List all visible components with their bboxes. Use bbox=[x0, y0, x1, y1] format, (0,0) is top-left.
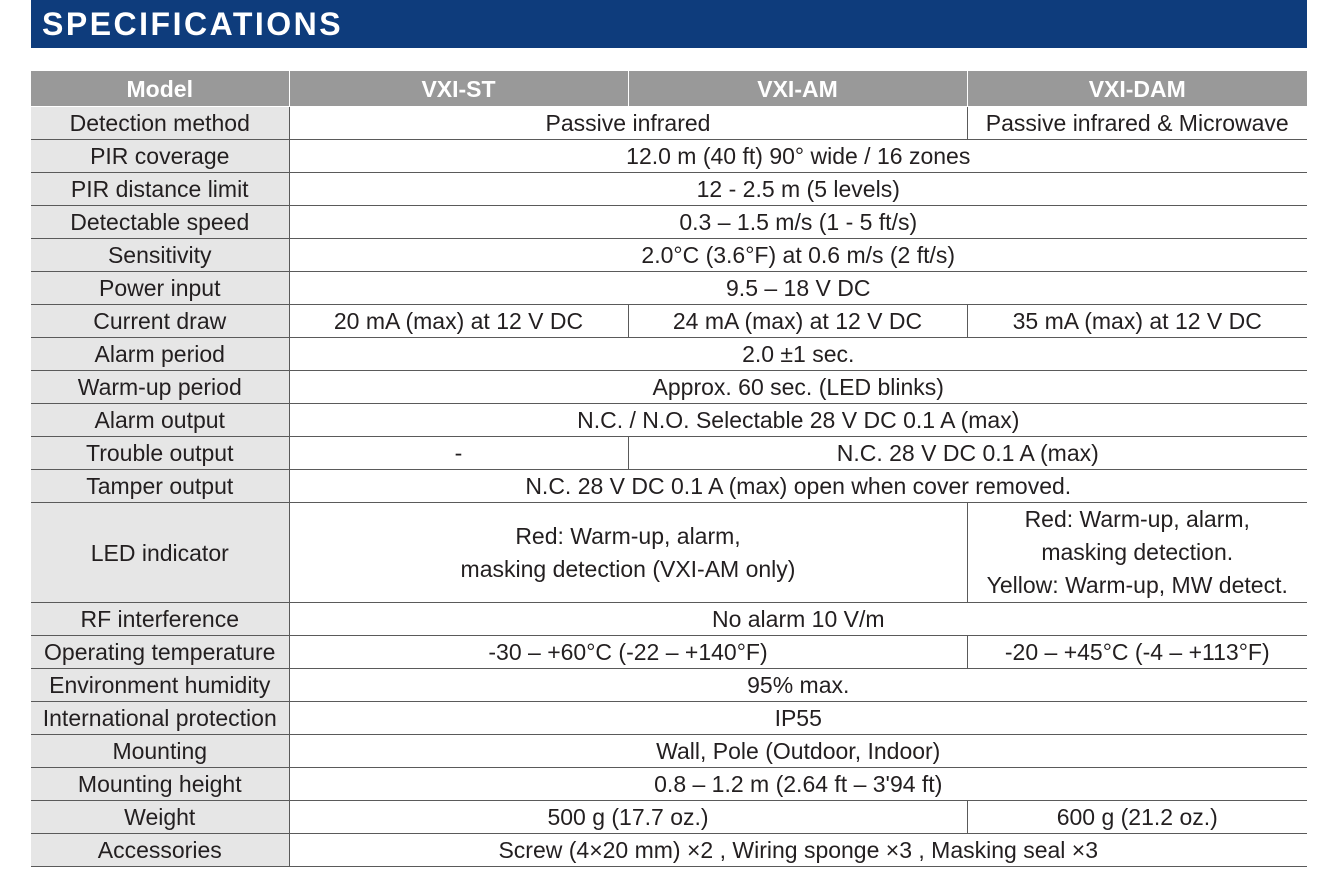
table-row bbox=[31, 173, 1307, 206]
cell-value: 600 g (21.2 oz.) bbox=[967, 801, 1307, 834]
table-row bbox=[31, 470, 1307, 503]
row-label: PIR coverage bbox=[31, 140, 289, 173]
page-title: SPECIFICATIONS bbox=[42, 6, 344, 42]
row-label: Detectable speed bbox=[31, 206, 289, 239]
cell-value: 12 - 2.5 m (5 levels) bbox=[289, 173, 1307, 206]
table-row bbox=[31, 768, 1307, 801]
table-header-row bbox=[31, 71, 1307, 107]
cell-value: 0.3 – 1.5 m/s (1 - 5 ft/s) bbox=[289, 206, 1307, 239]
row-label: Power input bbox=[31, 272, 289, 305]
specifications-table bbox=[31, 71, 1307, 867]
cell-value: -20 – +45°C (-4 – +113°F) bbox=[967, 636, 1307, 669]
cell-value: 2.0°C (3.6°F) at 0.6 m/s (2 ft/s) bbox=[289, 239, 1307, 272]
led-text-line: Red: Warm-up, alarm, bbox=[515, 522, 741, 549]
cell-value: 12.0 m (40 ft) 90° wide / 16 zones bbox=[289, 140, 1307, 173]
table-row bbox=[31, 140, 1307, 173]
cell-value: Passive infrared & Microwave bbox=[967, 107, 1307, 140]
cell-value: 20 mA (max) at 12 V DC bbox=[289, 305, 628, 338]
led-text-line: Red: Warm-up, alarm, bbox=[1024, 506, 1250, 532]
table-row bbox=[31, 669, 1307, 702]
row-label: Detection method bbox=[31, 107, 289, 140]
column-header-model: Model bbox=[31, 71, 289, 107]
cell-value: No alarm 10 V/m bbox=[289, 603, 1307, 636]
row-label: Warm-up period bbox=[31, 371, 289, 404]
row-label: Alarm output bbox=[31, 404, 289, 437]
table-row bbox=[31, 735, 1307, 768]
table-row bbox=[31, 801, 1307, 834]
table-row bbox=[31, 636, 1307, 669]
row-label: Accessories bbox=[31, 834, 289, 867]
row-label: Weight bbox=[31, 801, 289, 834]
table-row bbox=[31, 371, 1307, 404]
column-header-vxi-am: VXI-AM bbox=[628, 71, 967, 107]
table-row bbox=[31, 702, 1307, 735]
row-label: Current draw bbox=[31, 305, 289, 338]
row-label: Environment humidity bbox=[31, 669, 289, 702]
led-text-line: Yellow: Warm-up, MW detect. bbox=[986, 572, 1288, 598]
table-row bbox=[31, 239, 1307, 272]
cell-value: 0.8 – 1.2 m (2.64 ft – 3'94 ft) bbox=[289, 768, 1307, 801]
row-label: Alarm period bbox=[31, 338, 289, 371]
table-row bbox=[31, 107, 1307, 140]
cell-value: 35 mA (max) at 12 V DC bbox=[967, 305, 1307, 338]
cell-value: 24 mA (max) at 12 V DC bbox=[628, 305, 967, 338]
table-row bbox=[31, 404, 1307, 437]
row-label: Sensitivity bbox=[31, 239, 289, 272]
row-label: RF interference bbox=[31, 603, 289, 636]
cell-value: 95% max. bbox=[289, 669, 1307, 702]
led-text-line: masking detection. bbox=[1041, 539, 1234, 565]
cell-value: N.C. 28 V DC 0.1 A (max) open when cover removed. bbox=[289, 470, 1307, 503]
row-label: PIR distance limit bbox=[31, 173, 289, 206]
cell-value: -30 – +60°C (-22 – +140°F) bbox=[289, 636, 967, 669]
cell-value: IP55 bbox=[289, 702, 1307, 735]
table-row bbox=[31, 206, 1307, 239]
cell-value: Passive infrared bbox=[289, 107, 967, 140]
cell-value: 500 g (17.7 oz.) bbox=[289, 801, 967, 834]
table-row bbox=[31, 834, 1307, 867]
table-row bbox=[31, 437, 1307, 470]
row-label: Mounting bbox=[31, 735, 289, 768]
cell-value: N.C. / N.O. Selectable 28 V DC 0.1 A (max) bbox=[289, 404, 1307, 437]
cell-value: Approx. 60 sec. (LED blinks) bbox=[289, 371, 1307, 404]
table-row bbox=[31, 503, 1307, 603]
cell-value: - bbox=[289, 437, 628, 470]
row-label: Trouble output bbox=[31, 437, 289, 470]
row-label: International protection bbox=[31, 702, 289, 735]
table-row bbox=[31, 305, 1307, 338]
cell-value: Wall, Pole (Outdoor, Indoor) bbox=[289, 735, 1307, 768]
cell-value bbox=[289, 503, 967, 603]
led-text-line: masking detection (VXI-AM only) bbox=[460, 555, 796, 582]
column-header-vxi-dam: VXI-DAM bbox=[967, 71, 1307, 107]
table-row bbox=[31, 338, 1307, 371]
row-label: LED indicator bbox=[31, 503, 289, 603]
cell-value bbox=[967, 503, 1307, 603]
cell-value: N.C. 28 V DC 0.1 A (max) bbox=[628, 437, 1307, 470]
cell-value: 9.5 – 18 V DC bbox=[289, 272, 1307, 305]
cell-value: Screw (4×20 mm) ×2 , Wiring sponge ×3 , Masking seal ×3 bbox=[289, 834, 1307, 867]
table-row bbox=[31, 603, 1307, 636]
column-header-vxi-st: VXI-ST bbox=[289, 71, 628, 107]
row-label: Operating temperature bbox=[31, 636, 289, 669]
specifications-header bbox=[31, 0, 1307, 48]
row-label: Tamper output bbox=[31, 470, 289, 503]
cell-value: 2.0 ±1 sec. bbox=[289, 338, 1307, 371]
row-label: Mounting height bbox=[31, 768, 289, 801]
table-row bbox=[31, 272, 1307, 305]
